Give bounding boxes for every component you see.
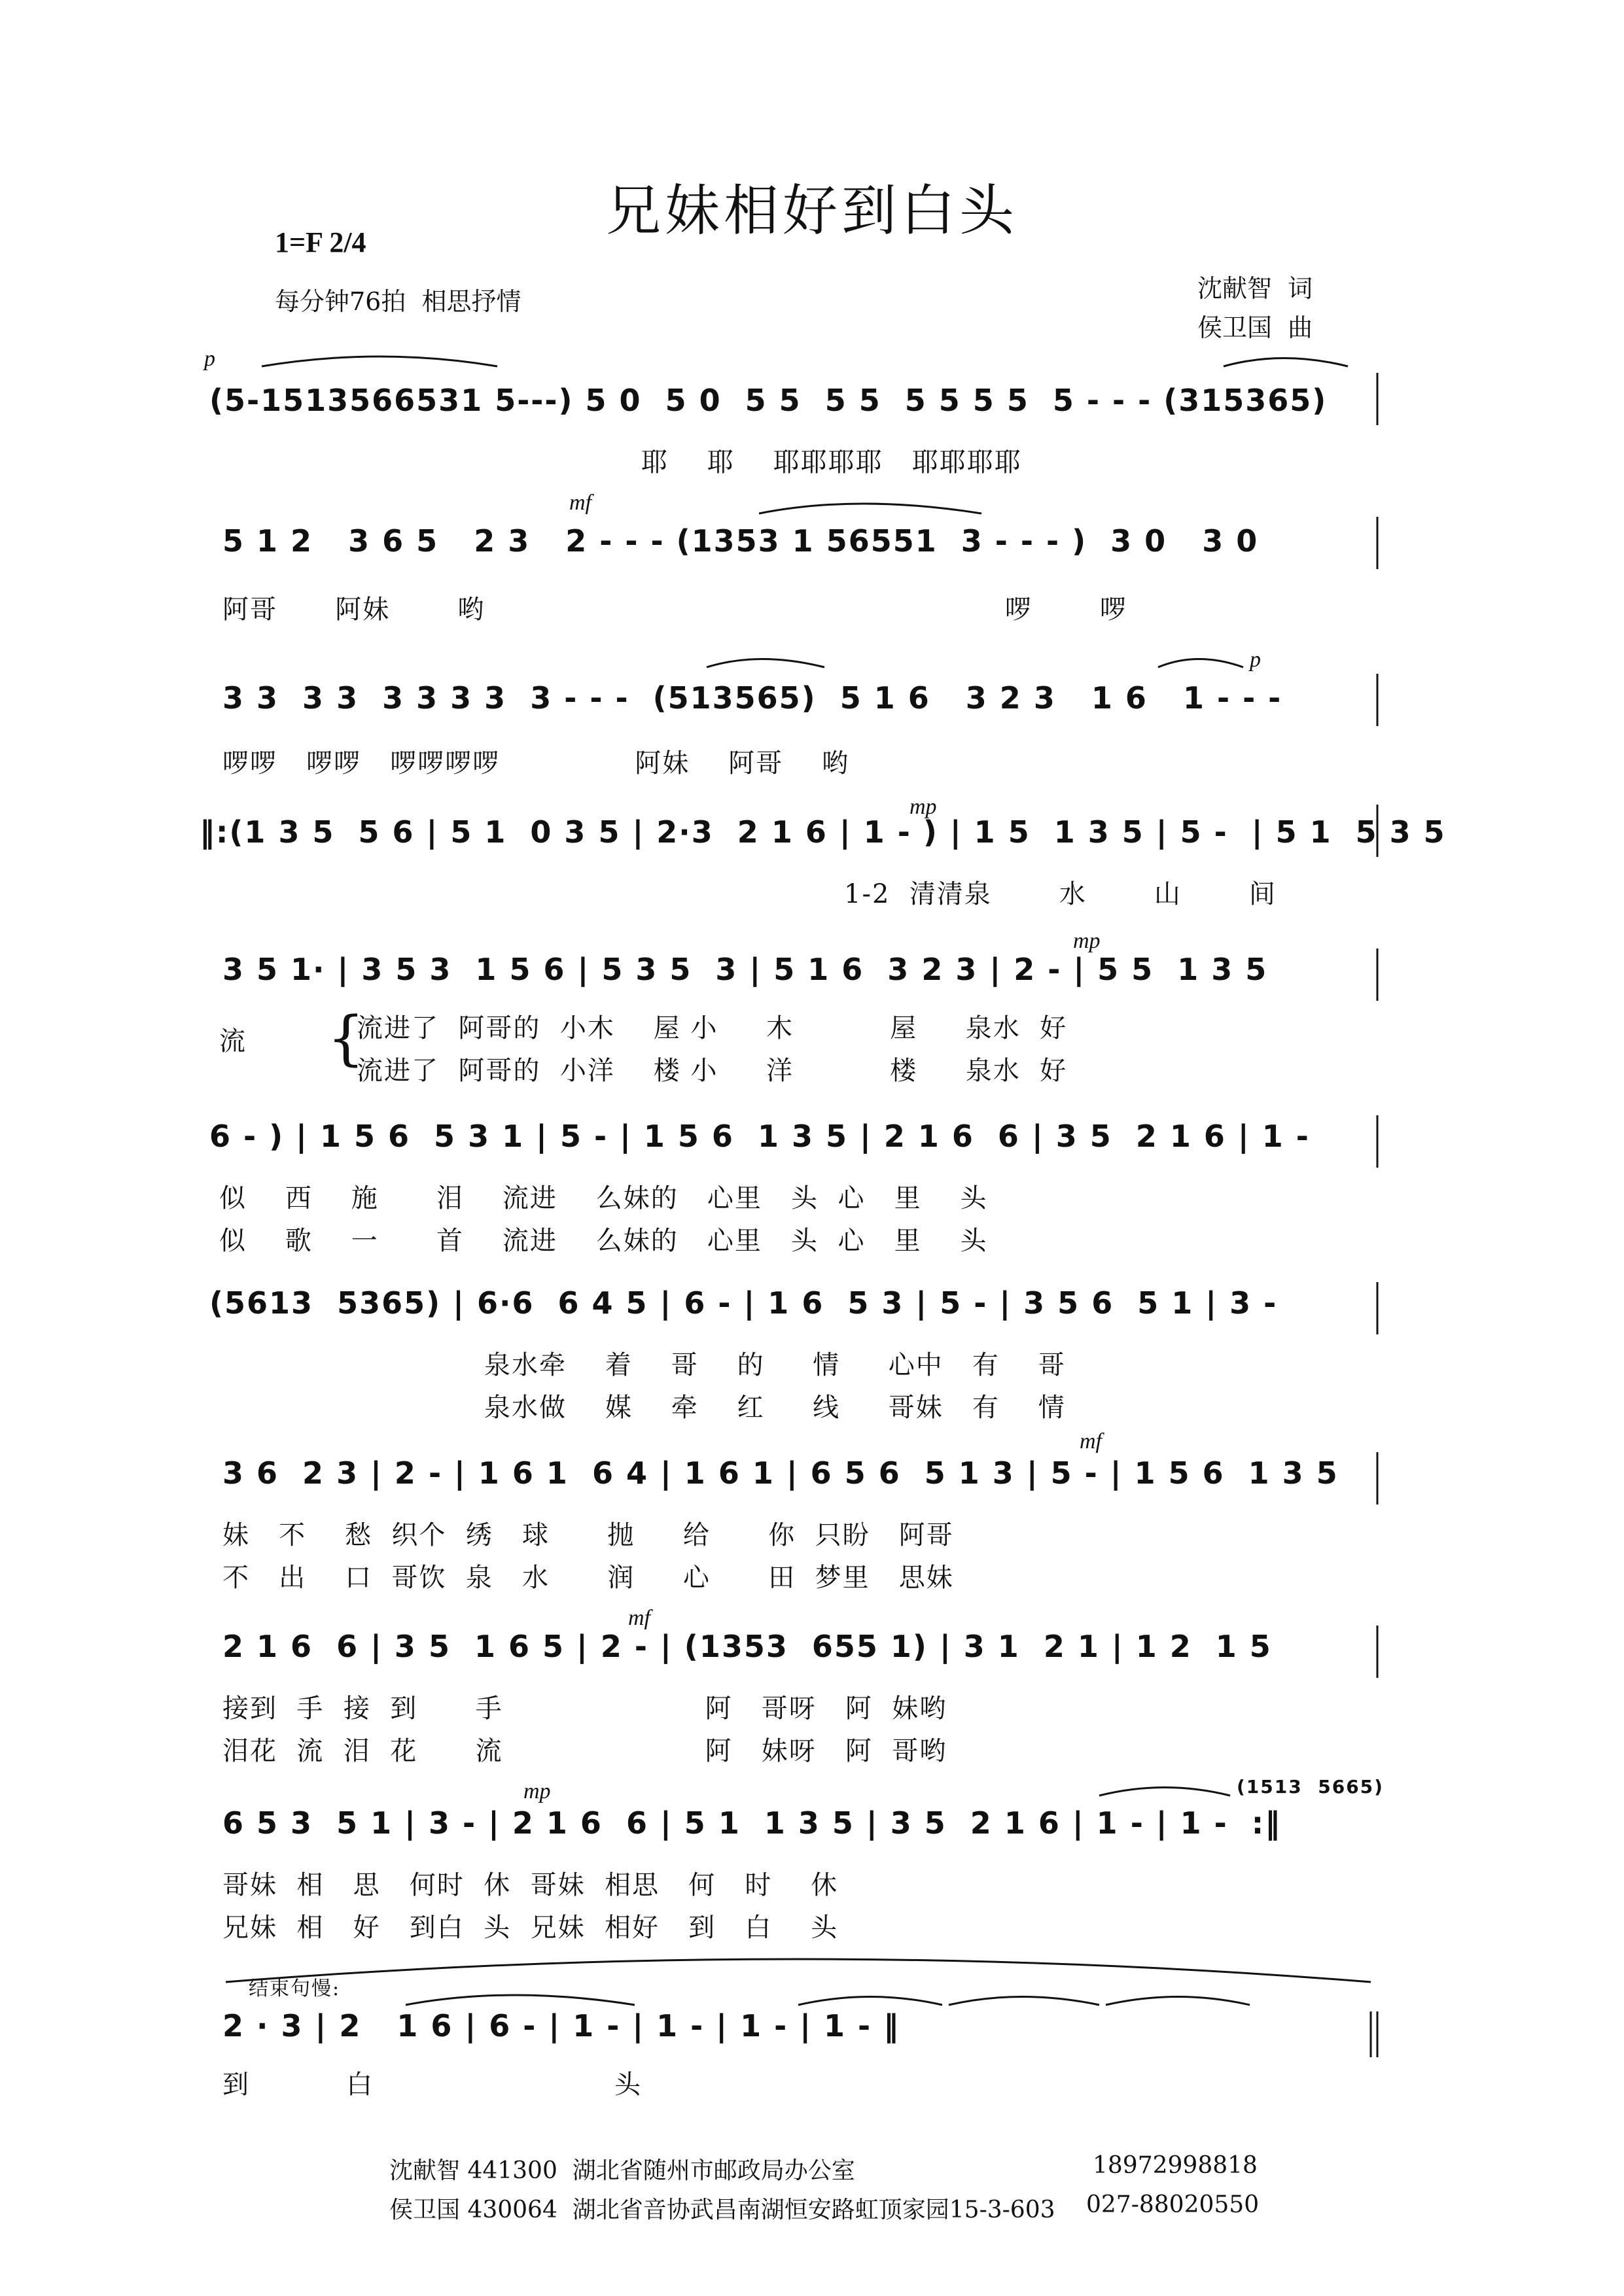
slur-arc xyxy=(406,1995,635,2005)
lyric-line: 啰啰 啰啰 啰啰啰啰 阿妹 阿哥 哟 xyxy=(222,748,850,778)
notation-line: 3 6 2 3 | 2 - | 1 6 1 6 4 | 1 6 1 | 6 5 6 5 1 3 | 5 - | 1 5 6 1 3 5 xyxy=(222,1455,1339,1491)
lyric-line-verse-1: 流进了 阿哥的 小木 屋 小 木 屋 泉水 好 xyxy=(357,1013,1068,1043)
notation-line: 3 3 3 3 3 3 3 3 3 - - - (513565) 5 1 6 3 2 3 1 6 1 - - - xyxy=(222,680,1282,716)
ending-slur xyxy=(226,1959,1371,1982)
slur-arc xyxy=(1158,659,1243,668)
dynamic-mark: p xyxy=(204,347,215,371)
lyric-line-verse-1: 泉水牵 着 哥 的 情 心中 有 哥 xyxy=(484,1350,1066,1380)
lyric-line-verse-2: 泪花 流 泪 花 流 阿 妹呀 阿 哥哟 xyxy=(222,1736,947,1766)
dynamic-mark: mf xyxy=(628,1606,650,1630)
slur-arc xyxy=(707,659,824,668)
notation-line: 2 1 6 6 | 3 5 1 6 5 | 2 - | (1353 655 1) | 3 1 2 1 | 1 2 1 5 xyxy=(222,1629,1272,1664)
notation-line: 2 · 3 | 2 1 6 | 6 - | 1 - | 1 - | 1 - | 1 - ‖ xyxy=(222,2008,900,2044)
slur-arc xyxy=(1224,358,1348,367)
lyric-line: 到 白 头 xyxy=(222,2070,643,2100)
footer-phone-1: 18972998818 xyxy=(1093,2152,1258,2179)
key-signature: 1=F 2/4 xyxy=(275,226,366,258)
notation-line: (5613 5365) | 6·6 6 4 5 | 6 - | 1 6 5 3 | 5 - | 3 5 6 5 1 | 3 - xyxy=(209,1285,1278,1321)
verse-brace: { xyxy=(327,1004,365,1073)
lyric-line-verse-2: 不 出 口 哥饮 泉 水 润 心 田 梦里 思妹 xyxy=(222,1563,954,1593)
lyric-line-verse-2: 泉水做 媒 牵 红 线 哥妹 有 情 xyxy=(484,1393,1066,1423)
lyric-line-verse-1: 妹 不 愁 织个 绣 球 抛 给 你 只盼 阿哥 xyxy=(222,1520,954,1550)
composer-credit: 侯卫国 曲 xyxy=(1197,313,1313,342)
slur-arc xyxy=(759,504,981,513)
dynamic-mark: mf xyxy=(569,491,591,515)
lyric-line-verse-1: 接到 手 接 到 手 阿 哥呀 阿 妹哟 xyxy=(222,1694,947,1724)
lyric-line: 耶 耶 耶耶耶耶 耶耶耶耶 xyxy=(641,447,1022,478)
lyric-line-verse-1: 哥妹 相 思 何时 休 哥妹 相思 何 时 休 xyxy=(222,1870,839,1900)
footer-contact-1: 沈献智 441300 湖北省随州市邮政局办公室 xyxy=(389,2157,855,2184)
page-title: 兄妹相好到白头 xyxy=(605,179,1018,243)
slur-arc xyxy=(949,1997,1099,2006)
notation-line: 6 5 3 5 1 | 3 - | 2 1 6 6 | 5 1 1 3 5 | 3 5 2 1 6 | 1 - | 1 - :‖ xyxy=(222,1805,1282,1841)
dynamic-mark: mp xyxy=(909,795,937,819)
dynamic-mark: mf xyxy=(1080,1429,1102,1453)
slur-arc xyxy=(1099,1788,1230,1796)
lyric-line-verse-2: 流进了 阿哥的 小洋 楼 小 洋 楼 泉水 好 xyxy=(357,1056,1068,1086)
repeat-tag: (1513 5665) xyxy=(1237,1776,1384,1798)
slur-arc xyxy=(262,357,497,366)
lyric-line-verse-2: 兄妹 相 好 到白 头 兄妹 相好 到 白 头 xyxy=(222,1913,839,1943)
notation-line: 6 - ) | 1 5 6 5 3 1 | 5 - | 1 5 6 1 3 5 | 2 1 6 6 | 3 5 2 1 6 | 1 - xyxy=(209,1119,1310,1154)
dynamic-mark: mp xyxy=(523,1779,551,1803)
lyric-line-verse-1: 似 西 施 泪 流进 么妹的 心里 头 心 里 头 xyxy=(219,1183,988,1213)
lyricist-credit: 沈献智 词 xyxy=(1197,274,1313,303)
slur-arc xyxy=(1106,1997,1250,2006)
notation-line: 5 1 2 3 6 5 2 3 2 - - - (1353 1 56551 3 - - - ) 3 0 3 0 xyxy=(222,523,1259,559)
lyric-line: 阿哥 阿妹 哟 啰 啰 xyxy=(222,595,1127,625)
slur-arc xyxy=(798,1997,942,2006)
notation-line: 3 5 1· | 3 5 3 1 5 6 | 5 3 5 3 | 5 1 6 3 2 3 | 2 - | 5 5 1 3 5 xyxy=(222,952,1268,987)
dynamic-mark: p xyxy=(1250,648,1261,672)
footer-contact-2: 侯卫国 430064 湖北省音协武昌南湖恒安路虹顶家园15-3-603 xyxy=(389,2197,1055,2223)
notation-line: ‖:(1 3 5 5 6 | 5 1 0 3 5 | 2·3 2 1 6 | 1 - ) | 1 5 1 3 5 | 5 - | 5 1 5 3 5 xyxy=(200,814,1446,850)
notation-line: (5-1513566531 5---) 5 0 5 0 5 5 5 5 5 5 5 5 5 - - - (315365) xyxy=(209,383,1328,418)
lyric-line: 1-2 清清泉 水 山 间 xyxy=(844,879,1277,909)
lyric-line-verse-2: 似 歌 一 首 流进 么妹的 心里 头 心 里 头 xyxy=(219,1226,988,1256)
lyric-lead: 流 xyxy=(219,1026,247,1056)
dynamic-mark: mp xyxy=(1073,929,1101,953)
ending-tempo-note: 结束句慢: xyxy=(249,1977,341,2000)
tempo-marking: 每分钟76拍 相思抒情 xyxy=(275,287,521,316)
footer-phone-2: 027-88020550 xyxy=(1086,2191,1260,2218)
